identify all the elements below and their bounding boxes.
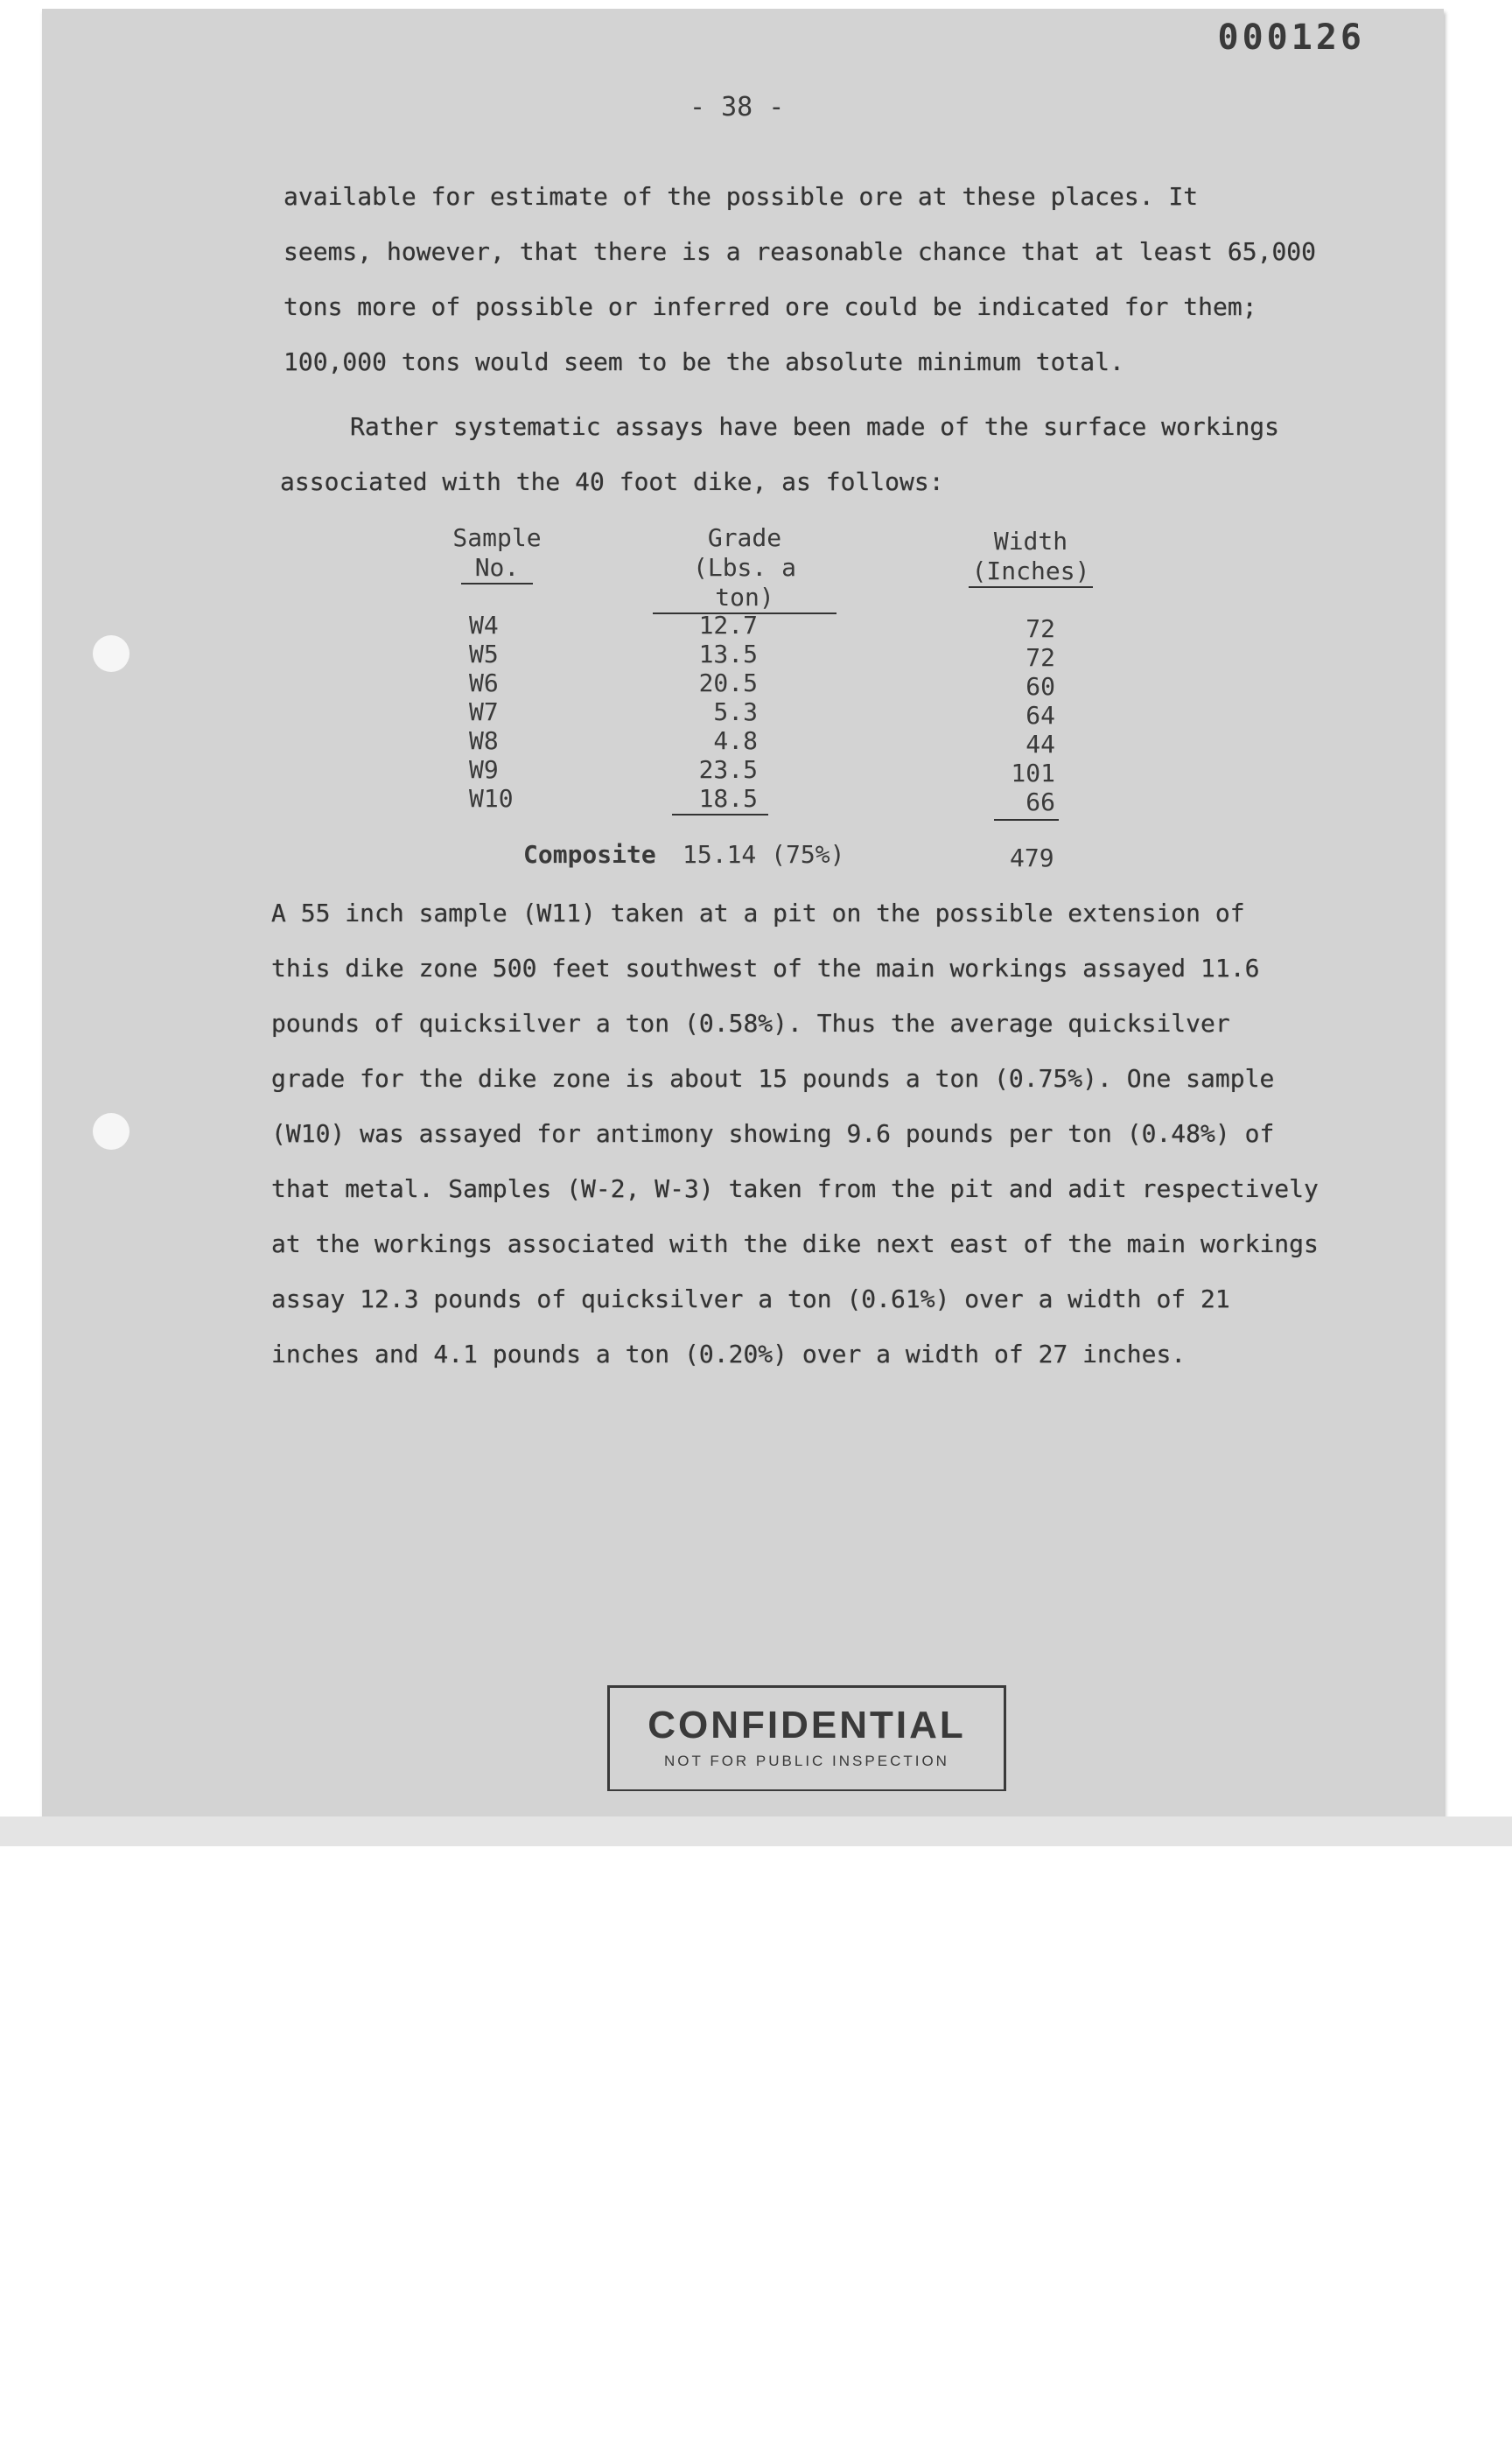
- table-cell: 72: [1026, 643, 1055, 672]
- stamp-subtitle: NOT FOR PUBLIC INSPECTION: [664, 1753, 949, 1769]
- sample-column: [469, 611, 514, 813]
- header-grade-line1: Grade: [707, 523, 782, 552]
- text-line: available for estimate of the possible ore at these places. It: [284, 182, 1199, 211]
- confidential-stamp: [607, 1685, 1006, 1791]
- text-line: Rather systematic assays have been made of the surface workings: [350, 412, 1280, 441]
- table-cell: 13.5: [698, 640, 758, 668]
- table-cell: W9: [469, 755, 499, 784]
- text-line: this dike zone 500 feet southwest of the main workings assayed 11.6: [271, 954, 1260, 983]
- header-width-line2: (Inches): [969, 556, 1094, 588]
- header-width: [965, 527, 1096, 588]
- page-number: - 38 -: [690, 92, 785, 122]
- header-grade-line2: (Lbs. a ton): [653, 553, 836, 614]
- composite-grade: 15.14 (75%): [682, 840, 845, 869]
- table-cell: 23.5: [698, 755, 758, 784]
- width-total-rule: [994, 819, 1059, 821]
- width-column: [985, 614, 1055, 816]
- table-cell: W7: [469, 697, 499, 726]
- table-cell: 44: [1026, 730, 1055, 759]
- text-line: associated with the 40 foot dike, as follows:: [280, 467, 944, 496]
- table-cell: 5.3: [713, 697, 758, 726]
- table-cell: W10: [469, 784, 514, 813]
- paragraph-assay-results: [271, 886, 1356, 1382]
- header-sample: [444, 523, 550, 584]
- document-number: 000126: [1217, 18, 1365, 58]
- table-cell: 12.7: [698, 611, 758, 640]
- text-line: seems, however, that there is a reasonable chance that at least 65,000: [284, 237, 1317, 266]
- table-cell: W4: [469, 611, 499, 640]
- table-cell: 64: [1026, 701, 1055, 730]
- text-line: assay 12.3 pounds of quicksilver a ton (0.61%) over a width of 21: [271, 1284, 1230, 1313]
- scan-bottom-strip: [0, 1816, 1512, 1846]
- text-line: 100,000 tons would seem to be the absolute minimum total.: [284, 347, 1124, 376]
- table-cell: 4.8: [713, 726, 758, 755]
- paragraph-ore-estimate: [284, 169, 1368, 389]
- grade-total-rule: [672, 814, 768, 816]
- table-cell: 60: [1026, 672, 1055, 701]
- header-sample-line2: No.: [461, 553, 534, 584]
- table-cell: W6: [469, 668, 499, 697]
- text-line: tons more of possible or inferred ore could be indicated for them;: [284, 292, 1257, 321]
- header-sample-line1: Sample: [452, 523, 542, 552]
- punch-hole-icon: [93, 635, 130, 672]
- composite-label: Composite: [523, 840, 656, 869]
- text-line: pounds of quicksilver a ton (0.58%). Thus the average quicksilver: [271, 1009, 1230, 1038]
- grade-column: [679, 611, 758, 813]
- table-cell: 101: [1011, 759, 1055, 788]
- text-line: inches and 4.1 pounds a ton (0.20%) over a width of 27 inches.: [271, 1340, 1186, 1368]
- text-line: that metal. Samples (W-2, W-3) taken from the pit and adit respectively: [271, 1174, 1319, 1203]
- scanned-page: [42, 9, 1444, 1822]
- text-line: grade for the dike zone is about 15 pounds a ton (0.75%). One sample: [271, 1064, 1275, 1093]
- stamp-title: CONFIDENTIAL: [648, 1704, 966, 1746]
- table-cell: 20.5: [698, 668, 758, 697]
- text-line: at the workings associated with the dike next east of the main workings: [271, 1229, 1319, 1258]
- table-cell: W5: [469, 640, 499, 668]
- header-grade: [653, 523, 836, 614]
- table-cell: 72: [1026, 614, 1055, 643]
- header-width-line1: Width: [993, 527, 1068, 556]
- punch-hole-icon: [93, 1113, 130, 1150]
- composite-width: 479: [1010, 844, 1054, 872]
- text-line: (W10) was assayed for antimony showing 9.6 pounds per ton (0.48%) of: [271, 1119, 1275, 1148]
- text-line: A 55 inch sample (W11) taken at a pit on the possible extension of: [271, 899, 1245, 928]
- table-cell: 18.5: [698, 784, 758, 813]
- table-cell: 66: [1026, 788, 1055, 816]
- paragraph-assay-intro: [280, 399, 1365, 509]
- table-cell: W8: [469, 726, 499, 755]
